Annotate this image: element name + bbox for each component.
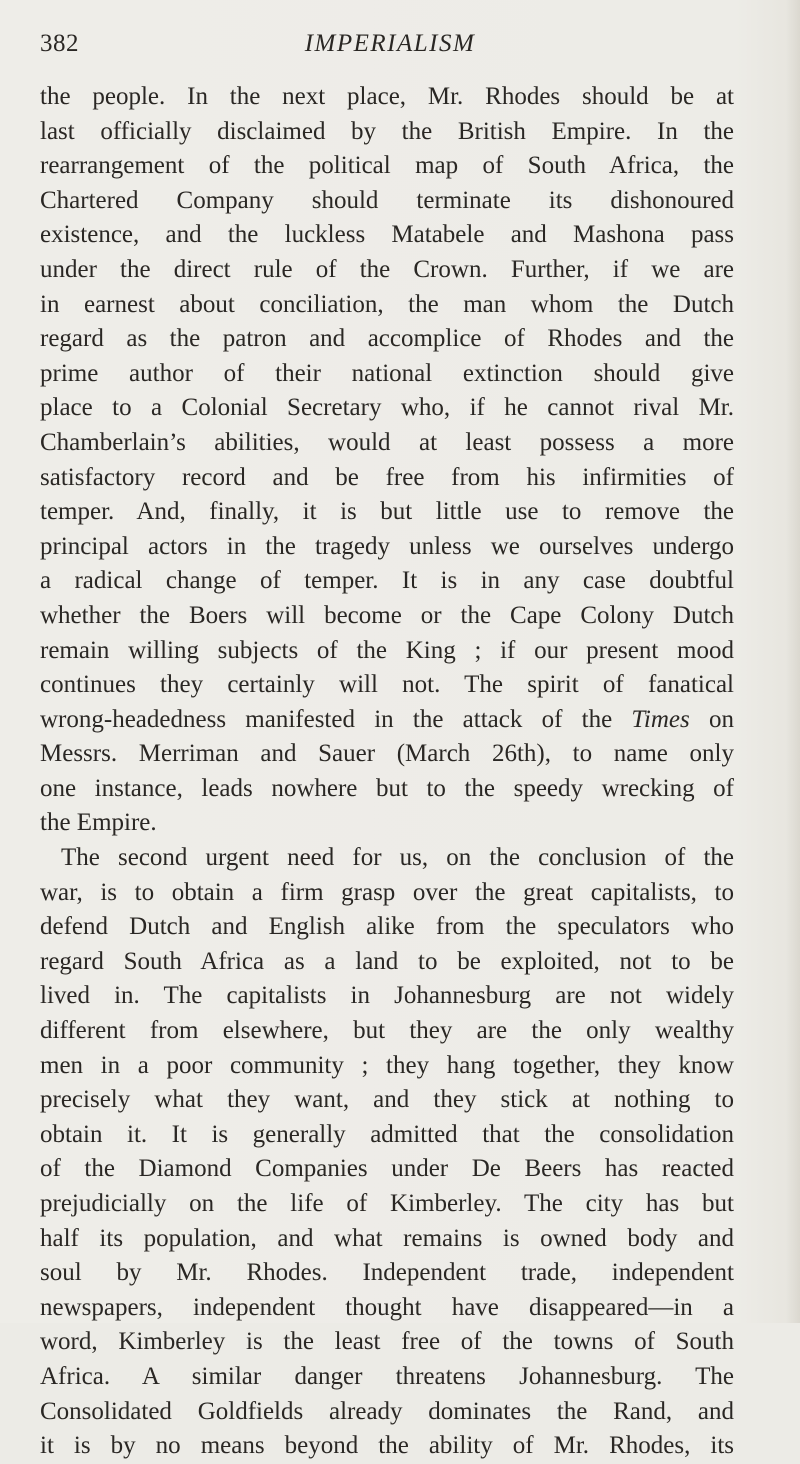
text-line: temper. And, finally, it is but little use to remove the [40,498,734,526]
page-edge-shadow [786,0,800,1323]
text-line: lived in. The capitalists in Johannesburg are not widely [40,982,734,1010]
text-line: continues they certainly will not. The spirit of fanatical [40,671,734,699]
text-line: it is by no means beyond the ability of Mr. Rhodes, its [40,1432,734,1460]
text-line [40,703,734,738]
text-line: obtain it. It is generally admitted that the consolidation [40,1120,734,1148]
text-segment: wrong-headedness manifested in the attack of the [40,705,632,733]
text-line: a radical change of temper. It is in any case doubtful [40,567,734,595]
text-line: word, Kimberley is the least free of the towns of South [40,1328,734,1356]
page-header [40,30,740,70]
body-text [40,80,734,1464]
text-line: Chamberlain’s abilities, would at least possess a more [40,428,734,456]
text-line: precisely what they want, and they stick at nothing to [40,1086,734,1114]
text-line: Messrs. Merriman and Sauer (March 26th), to name only [40,740,734,768]
text-line: men in a poor community ; they hang together, they know [40,1051,734,1079]
running-title: IMPERIALISM [304,30,476,57]
italic-title: Times [631,705,690,733]
text-line: of the Diamond Companies under De Beers has reacted [40,1155,734,1183]
text-line: soul by Mr. Rhodes. Independent trade, independent [40,1259,734,1287]
text-line: newspapers, independent thought have disappeared—in a [40,1293,734,1321]
text-line: remain willing subjects of the King ; if our present mood [40,636,734,664]
text-line: regard South Africa as a land to be exploited, not to be [40,947,734,975]
text-line: place to a Colonial Secretary who, if he cannot rival Mr. [40,394,734,422]
text-line: prime author of their national extinction should give [40,359,734,387]
text-line: the people. In the next place, Mr. Rhodes should be at [40,83,734,110]
text-line: half its population, and what remains is owned body and [40,1224,734,1252]
text-line: last officially disclaimed by the British Empire. In the [40,117,734,145]
text-line: one instance, leads nowhere but to the speedy wrecking of [40,774,734,802]
text-line: the Empire. [40,809,157,837]
page-number: 382 [40,30,79,57]
text-line: in earnest about conciliation, the man whom the Dutch [40,290,734,318]
text-line: defend Dutch and English alike from the speculators who [40,913,734,941]
text-line: satisfactory record and be free from his infirmities of [40,463,734,491]
text-line: prejudicially on the life of Kimberley. The city has but [40,1190,734,1217]
text-line: Africa. A similar danger threatens Johannesburg. The [40,1362,734,1390]
text-segment: on [689,705,734,733]
text-line: principal actors in the tragedy unless we ourselves undergo [40,532,734,560]
text-line: under the direct rule of the Crown. Further, if we are [40,255,734,283]
text-line: existence, and the luckless Matabele and Mashona pass [40,221,734,249]
text-line: The second urgent need for us, on the conclusion of the [61,844,734,872]
text-line: regard as the patron and accomplice of Rhodes and the [40,325,734,353]
text-line: war, is to obtain a firm grasp over the great capitalists, to [40,878,734,906]
text-line: Consolidated Goldfields already dominates the Rand, and [40,1397,734,1425]
text-line: rearrangement of the political map of South Africa, the [40,152,734,180]
text-line: different from elsewhere, but they are the only wealthy [40,1017,734,1045]
text-line: whether the Boers will become or the Cape Colony Dutch [40,601,734,629]
text-line: Chartered Company should terminate its dishonoured [40,186,734,214]
